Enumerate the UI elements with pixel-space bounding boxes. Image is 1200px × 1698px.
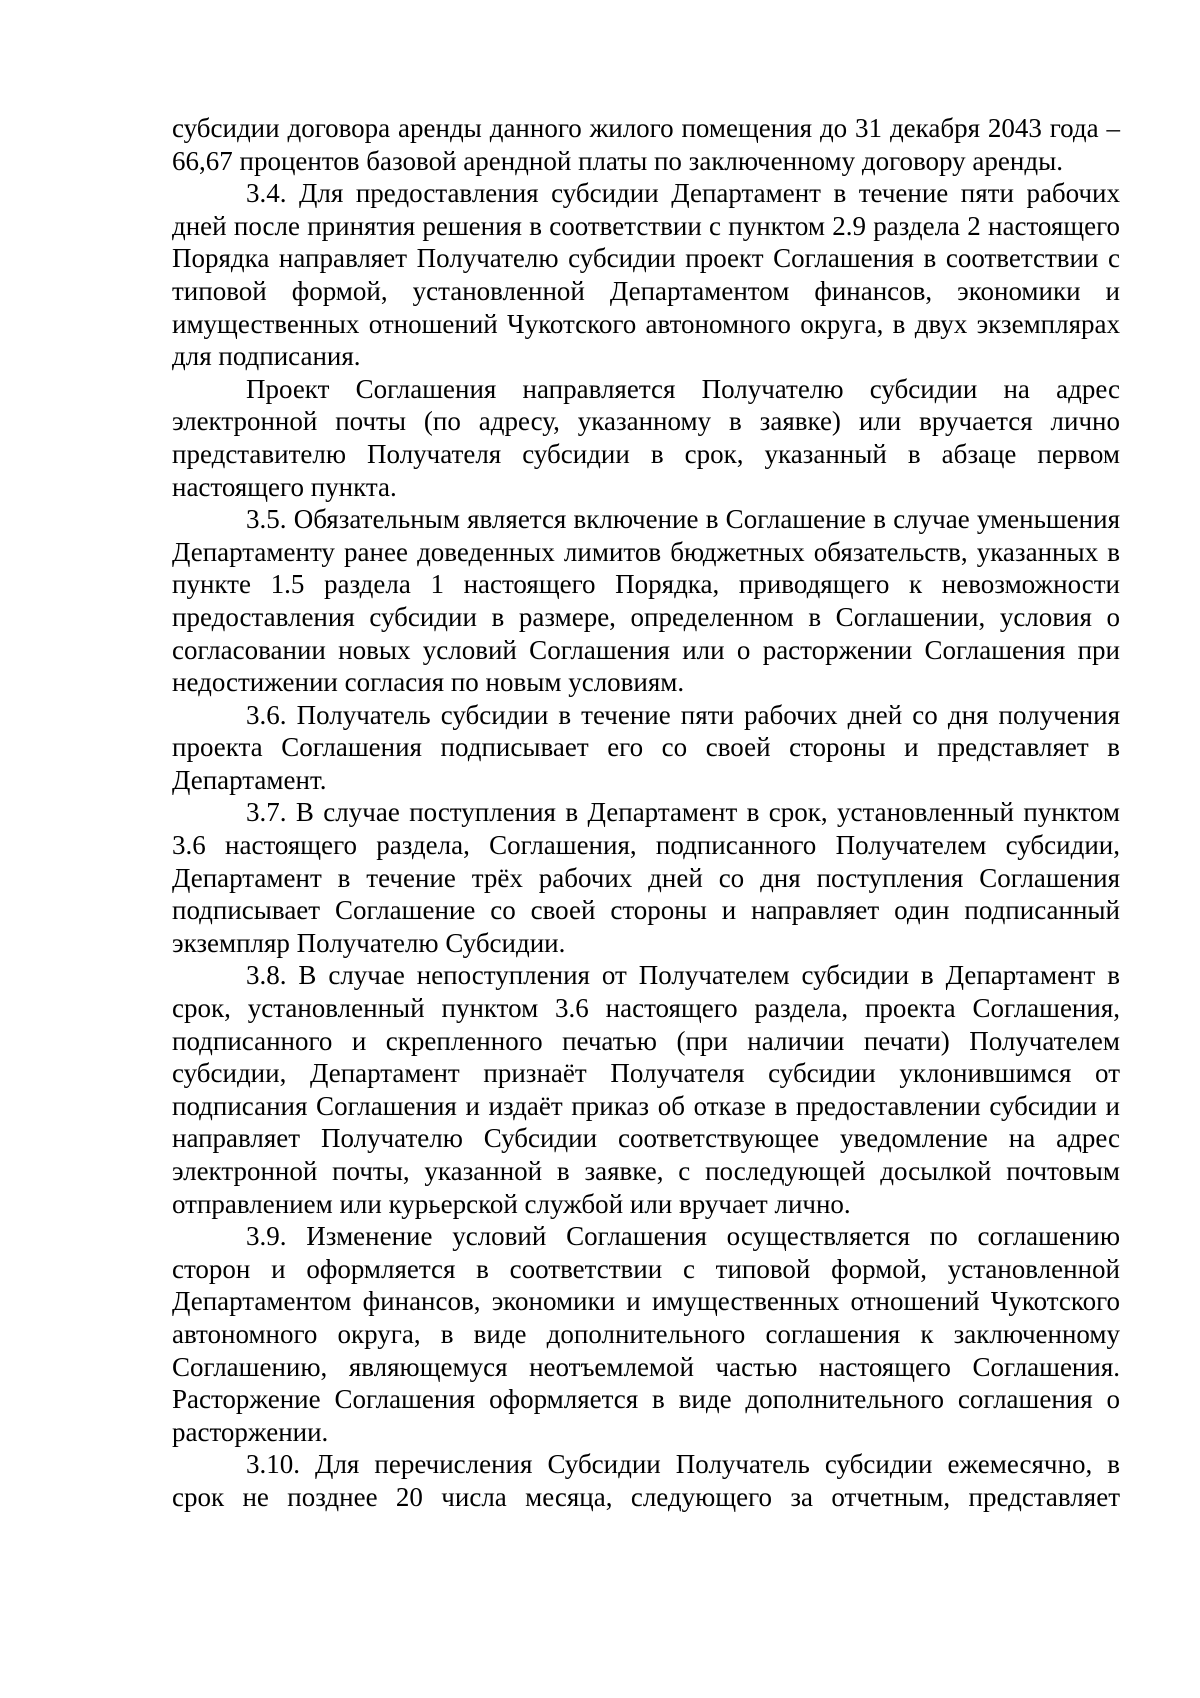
paragraph-3-6: 3.6. Получатель субсидии в течение пяти рабочих дней со дня получения проекта Соглашения подписывает его со своей стороны и представляет в Департамент.: [172, 699, 1120, 795]
paragraph-3-9: 3.9. Изменение условий Соглашения осуществляется по соглашению сторон и оформляется в соответствии с типовой формой, установленной Департаментом финансов, экономики и имущественных отношений Чукотского автономного округа, в виде дополнительного соглашения к заключенному Соглашению, являющемуся неотъемлемой частью настоящего Соглашения. Расторжение Соглашения оформляется в виде дополнительного соглашения о расторжении.: [172, 1221, 1120, 1447]
paragraph-3-5: 3.5. Обязательным является включение в Соглашение в случае уменьшения Департаменту ранее доведенных лимитов бюджетных обязательств, указанных в пункте 1.5 раздела 1 настоящего Порядка, приводящего к невозможности предоставления субсидии в размере, определенном в Соглашении, условия о согласовании новых условий Соглашения или о расторжении Соглашения при недостижении согласия по новым условиям.: [172, 504, 1120, 698]
document-page: [172, 112, 1120, 1514]
paragraph-3-10: 3.10. Для перечисления Субсидии Получатель субсидии ежемесячно, в срок не позднее 20 числа месяца, следующего за отчетным, представляет: [172, 1449, 1120, 1512]
paragraph-3-4-delivery: Проект Соглашения направляется Получателю субсидии на адрес электронной почты (по адресу, указанному в заявке) или вручается лично представителю Получателя субсидии в срок, указанный в абзаце первом настоящего пункта.: [172, 373, 1120, 502]
paragraph-3-8: 3.8. В случае непоступления от Получателем субсидии в Департамент в срок, установленный пунктом 3.6 настоящего раздела, проекта Соглашения, подписанного и скрепленного печатью (при наличии печати) Получателем субсидии, Департамент признаёт Получателя субсидии уклонившимся от подписания Соглашения и издаёт приказ об отказе в предоставлении субсидии и направляет Получателю Субсидии соответствующее уведомление на адрес электронной почты, указанной в заявке, с последующей досылкой почтовым отправлением или курьерской службой или вручает лично.: [172, 960, 1120, 1219]
paragraph-continuation: субсидии договора аренды данного жилого помещения до 31 декабря 2043 года – 66,67 процентов базовой арендной платы по заключенному договору аренды.: [172, 113, 1120, 176]
paragraph-3-4: 3.4. Для предоставления субсидии Департамент в течение пяти рабочих дней после принятия решения в соответствии с пунктом 2.9 раздела 2 настоящего Порядка направляет Получателю субсидии проект Соглашения в соответствии с типовой формой, установленной Департаментом финансов, экономики и имущественных отношений Чукотского автономного округа, в двух экземплярах для подписания.: [172, 178, 1120, 372]
paragraph-3-7: 3.7. В случае поступления в Департамент в срок, установленный пунктом 3.6 настоящего раздела, Соглашения, подписанного Получателем субсидии, Департамент в течение трёх рабочих дней со дня поступления Соглашения подписывает Соглашение со своей стороны и направляет один подписанный экземпляр Получателю Субсидии.: [172, 797, 1120, 958]
